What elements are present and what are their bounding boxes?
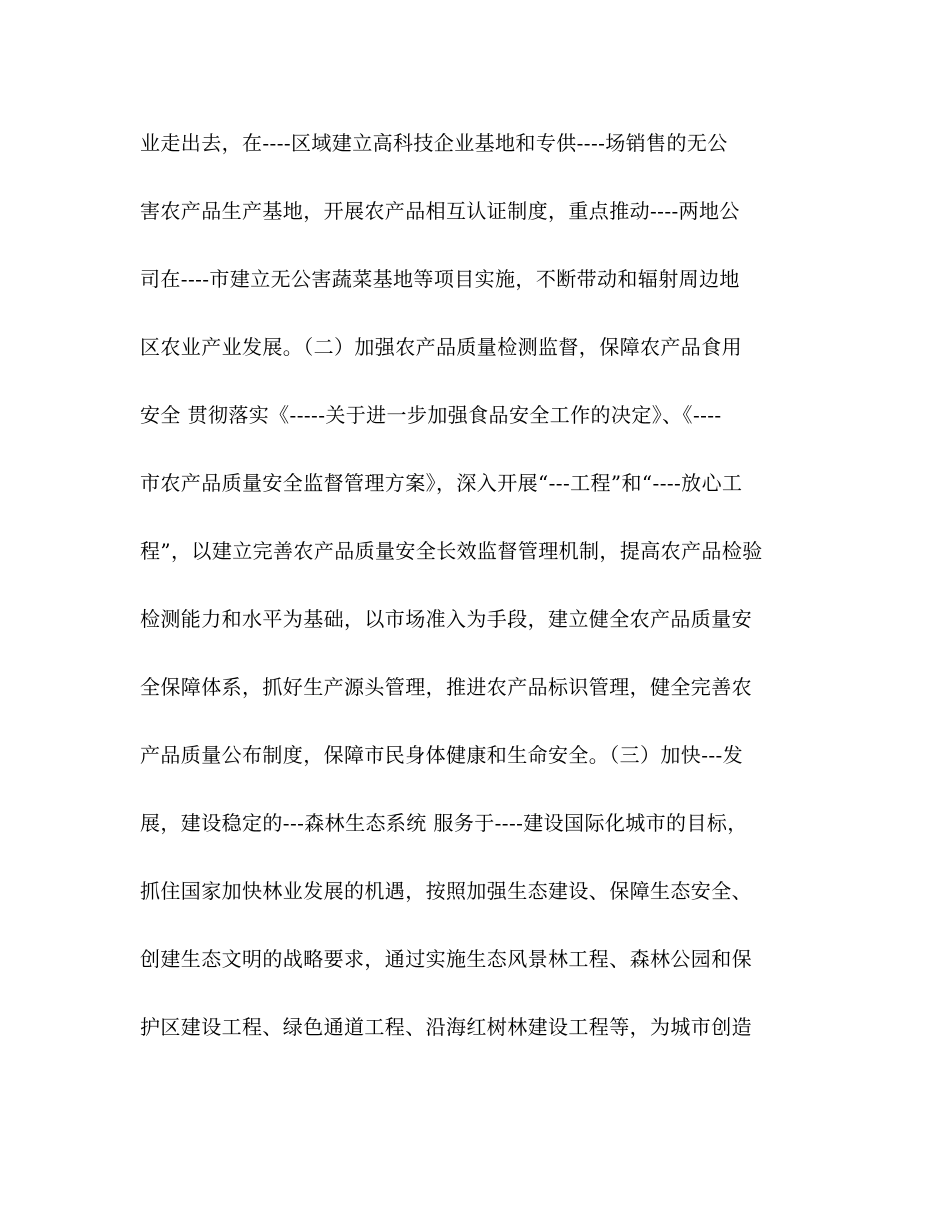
text-line: 业走出去，在----区域建立高科技企业基地和专供----场销售的无公	[140, 131, 728, 155]
text-line: 区农业产业发展。（二）加强农产品质量检测监督，保障农产品食用	[140, 335, 742, 359]
text-line: 全保障体系，抓好生产源头管理，推进农产品标识管理，健全完善农	[140, 675, 752, 699]
text-line: 安全 贯彻落实《-----关于进一步加强食品安全工作的决定》、《----	[140, 403, 722, 427]
text-line: 抓住国家加快林业发展的机遇，按照加强生态建设、保障生态安全、	[140, 879, 752, 903]
text-line: 展，建设稳定的---森林生态系统 服务于----建设国际化城市的目标，	[140, 811, 748, 835]
text-line: 司在----市建立无公害蔬菜基地等项目实施，不断带动和辐射周边地	[140, 267, 740, 291]
text-line: 护区建设工程、绿色通道工程、沿海红树林建设工程等，为城市创造	[140, 1015, 752, 1039]
text-line: 产品质量公布制度，保障市民身体健康和生命安全。（三）加快---发	[140, 743, 744, 767]
body-text	[140, 118, 820, 1070]
text-line: 害农产品生产基地，开展农产品相互认证制度，重点推动----两地公	[140, 199, 740, 223]
text-line: 市农产品质量安全监督管理方案》，深入开展“---工程”和“----放心工	[140, 471, 743, 495]
text-line: 检测能力和水平为基础，以市场准入为手段，建立健全农产品质量安	[140, 607, 752, 631]
text-line: 程”，以建立完善农产品质量安全长效监督管理机制，提高农产品检验	[140, 539, 763, 563]
text-line: 创建生态文明的战略要求，通过实施生态风景林工程、森林公园和保	[140, 947, 752, 971]
